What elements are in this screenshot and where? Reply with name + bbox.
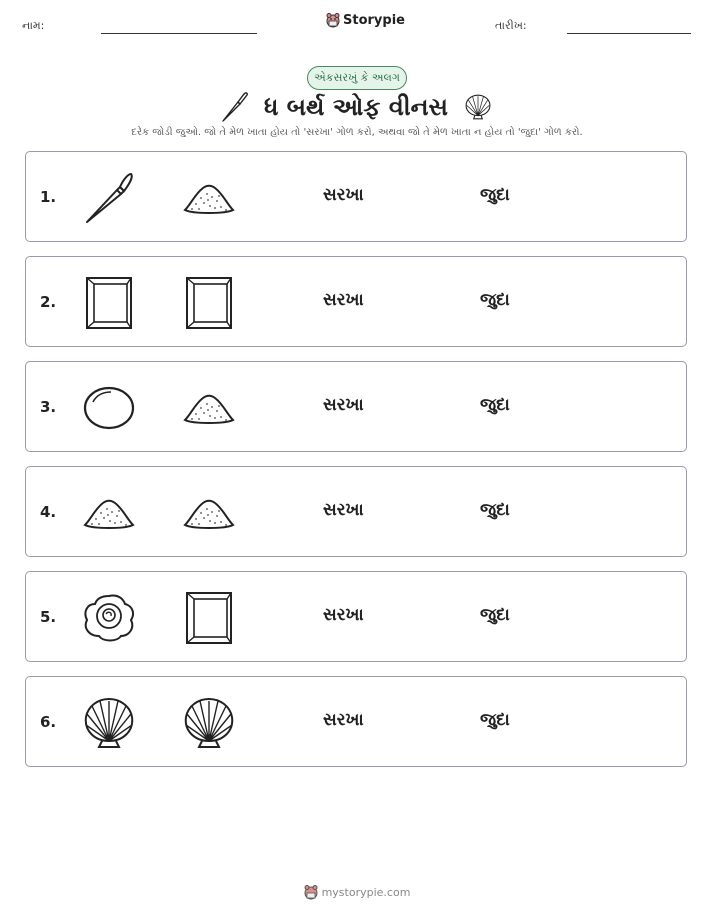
brand-name: Storypie: [343, 12, 405, 28]
same-option[interactable]: સરખા: [323, 710, 364, 730]
same-option[interactable]: સરખા: [323, 500, 364, 520]
question-row-4: [25, 466, 687, 557]
rose-icon: [81, 590, 137, 646]
different-option[interactable]: જુદા: [480, 500, 510, 520]
question-row-2: [25, 256, 687, 347]
mascot-icon: [304, 884, 318, 900]
brand-logo: [326, 12, 405, 28]
question-number: 5.: [40, 608, 57, 626]
frame-icon: [181, 275, 237, 331]
different-option[interactable]: જુદા: [480, 185, 510, 205]
name-label: નામ:: [22, 19, 45, 32]
sand-icon: [181, 170, 237, 226]
date-label: તારીખ:: [495, 19, 527, 32]
sand-icon: [81, 485, 137, 541]
question-number: 4.: [40, 503, 57, 521]
question-number: 3.: [40, 398, 57, 416]
question-row-5: [25, 571, 687, 662]
sand-icon: [181, 485, 237, 541]
page-title: ધ બર્થ ઓફ વીનસ: [264, 93, 448, 121]
question-number: 1.: [40, 188, 57, 206]
same-option[interactable]: સરખા: [323, 185, 364, 205]
pearl-icon: [81, 380, 137, 436]
different-option[interactable]: જુદા: [480, 710, 510, 730]
different-option[interactable]: જુદા: [480, 290, 510, 310]
same-option[interactable]: સરખા: [323, 290, 364, 310]
paintbrush-icon: [81, 170, 137, 226]
different-option[interactable]: જુદા: [480, 605, 510, 625]
question-number: 2.: [40, 293, 57, 311]
shell-icon: [81, 695, 137, 751]
frame-icon: [181, 590, 237, 646]
different-option[interactable]: જુદા: [480, 395, 510, 415]
question-row-3: [25, 361, 687, 452]
activity-tag: એકસરખું કે અલગ: [307, 66, 407, 90]
frame-icon: [81, 275, 137, 331]
same-option[interactable]: સરખા: [323, 605, 364, 625]
sand-icon: [181, 380, 237, 436]
paintbrush-icon: [220, 90, 250, 124]
same-option[interactable]: સરખા: [323, 395, 364, 415]
footer: [0, 884, 714, 900]
date-line[interactable]: [567, 33, 691, 34]
footer-url[interactable]: mystorypie.com: [321, 885, 411, 899]
mascot-icon: [326, 12, 340, 28]
question-row-1: [25, 151, 687, 242]
name-line[interactable]: [101, 33, 257, 34]
title-row: [0, 88, 714, 126]
instructions: દરેક જોડી જુઓ. જો તે મેળ ખાતા હોય તો 'સરખા' ગોળ કરો, અથવા જો તે મેળ ખાતા ન હોય તો 'જુદા' ગોળ કરો.: [131, 127, 583, 138]
question-number: 6.: [40, 713, 57, 731]
shell-icon: [462, 92, 494, 122]
question-row-6: [25, 676, 687, 767]
shell-icon: [181, 695, 237, 751]
